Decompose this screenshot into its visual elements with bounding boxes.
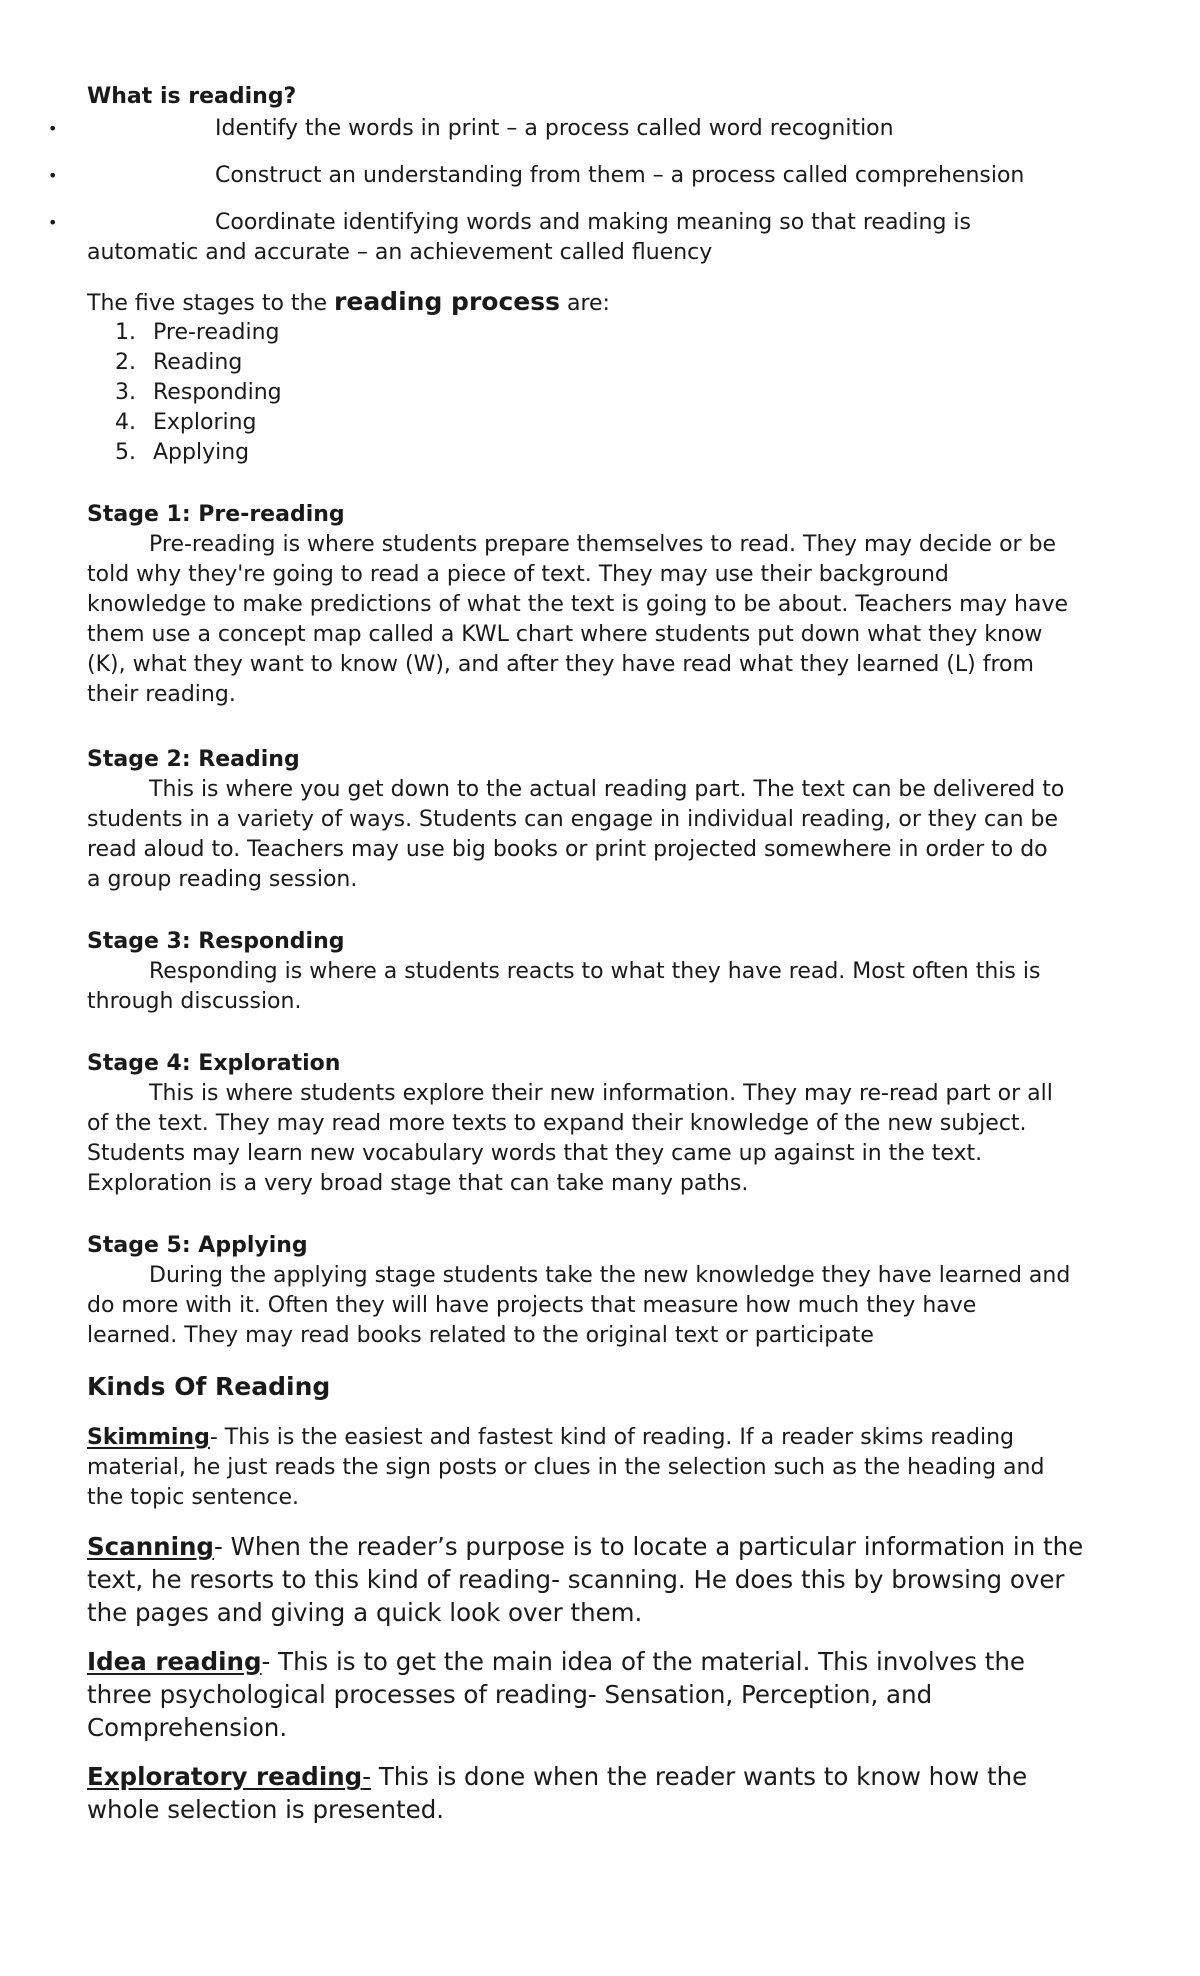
paragraph-line: During the applying stage students take the new knowledge they have learned and: [149, 1263, 1071, 1288]
intro-bullet-1: Identify the words in print – a process called word recognition: [215, 116, 894, 141]
list-item: 3. Responding: [115, 380, 282, 405]
stage-2-section: [87, 745, 1087, 895]
list-item: 2. Reading: [115, 350, 243, 375]
paragraph-line: Pre-reading is where students prepare themselves to read. They may decide or be: [149, 532, 1057, 557]
list-item: 1. Pre-reading: [115, 320, 280, 345]
stage-1-section: [87, 500, 1087, 710]
bullet-dot: •: [48, 213, 58, 232]
paragraph-line: Scanning- When the reader’s purpose is to locate a particular information in the: [87, 1532, 1084, 1561]
exploratory-reading-term: Exploratory reading: [87, 1762, 363, 1791]
paragraph-line: Comprehension.: [87, 1713, 288, 1742]
paragraph-line: This is where students explore their new information. They may re-read part or all: [149, 1081, 1053, 1106]
stage-5-section: [87, 1231, 1087, 1351]
stage-2-title: Stage 2: Reading: [87, 747, 300, 772]
idea-reading-section: [87, 1645, 1087, 1744]
paragraph-line: the pages and giving a quick look over them.: [87, 1598, 643, 1627]
process-lead-bold: reading process: [334, 287, 560, 316]
paragraph-line: material, he just reads the sign posts or clues in the selection such as the heading and: [87, 1455, 1045, 1480]
paragraph-line: Students may learn new vocabulary words that they came up against in the text.: [87, 1141, 983, 1166]
idea-reading-term: Idea reading: [87, 1647, 262, 1676]
paragraph-line: (K), what they want to know (W), and after they have read what they learned (L) from: [87, 652, 1034, 677]
bullet-dot: •: [48, 166, 58, 185]
paragraph-line: told why they're going to read a piece of text. They may use their background: [87, 562, 949, 587]
paragraph-line: Skimming- This is the easiest and fastest kind of reading. If a reader skims reading: [87, 1425, 1014, 1450]
intro-bullet-3-cont: automatic and accurate – an achievement called fluency: [87, 240, 713, 265]
stage-3-title: Stage 3: Responding: [87, 929, 345, 954]
intro-bullet-2: Construct an understanding from them – a process called comprehension: [215, 163, 1025, 188]
paragraph-line: This is where you get down to the actual reading part. The text can be delivered to: [149, 777, 1065, 802]
stage-4-section: [87, 1049, 1087, 1199]
intro-bullet-3: Coordinate identifying words and making meaning so that reading is: [215, 210, 971, 235]
stages-list: [87, 318, 1087, 468]
paragraph-line: of the text. They may read more texts to expand their knowledge of the new subject.: [87, 1111, 1027, 1136]
paragraph-line: their reading.: [87, 682, 236, 707]
scanning-section: [87, 1530, 1087, 1629]
intro-heading: What is reading?: [87, 84, 297, 109]
paragraph-line: read aloud to. Teachers may use big books or print projected somewhere in order to do: [87, 837, 1048, 862]
process-lead: The five stages to the reading process are:: [87, 287, 610, 316]
stage-1-title: Stage 1: Pre-reading: [87, 502, 345, 527]
scanning-term: Scanning: [87, 1532, 214, 1561]
paragraph-line: three psychological processes of reading- Sensation, Perception, and: [87, 1680, 933, 1709]
paragraph-line: a group reading session.: [87, 867, 358, 892]
list-item: 5. Applying: [115, 440, 250, 465]
stage-4-title: Stage 4: Exploration: [87, 1051, 341, 1076]
exploratory-reading-section: [87, 1760, 1087, 1826]
paragraph-line: the topic sentence.: [87, 1485, 300, 1510]
exploratory-dash: -: [362, 1762, 372, 1791]
paragraph-line: through discussion.: [87, 989, 302, 1014]
paragraph-line: do more with it. Often they will have projects that measure how much they have: [87, 1293, 977, 1318]
bullet-dot: •: [48, 119, 58, 138]
skimming-section: [87, 1423, 1087, 1513]
paragraph-line: Responding is where a students reacts to what they have read. Most often this is: [149, 959, 1041, 984]
paragraph-line: Idea reading- This is to get the main idea of the material. This involves the: [87, 1647, 1026, 1676]
skimming-term: Skimming: [87, 1425, 210, 1450]
paragraph-line: Exploratory reading- This is done when the reader wants to know how the: [87, 1762, 1028, 1791]
paragraph-line: them use a concept map called a KWL chart where students put down what they know: [87, 622, 1043, 647]
stage-5-title: Stage 5: Applying: [87, 1233, 308, 1258]
stage-3-section: [87, 927, 1087, 1017]
paragraph-line: learned. They may read books related to the original text or participate: [87, 1323, 874, 1348]
paragraph-line: knowledge to make predictions of what the text is going to be about. Teachers may have: [87, 592, 1069, 617]
paragraph-line: Exploration is a very broad stage that can take many paths.: [87, 1171, 749, 1196]
paragraph-line: whole selection is presented.: [87, 1795, 445, 1824]
paragraph-line: text, he resorts to this kind of reading- scanning. He does this by browsing over: [87, 1565, 1065, 1594]
kinds-heading: Kinds Of Reading: [87, 1372, 331, 1401]
paragraph-line: students in a variety of ways. Students can engage in individual reading, or they can be: [87, 807, 1059, 832]
list-item: 4. Exploring: [115, 410, 257, 435]
